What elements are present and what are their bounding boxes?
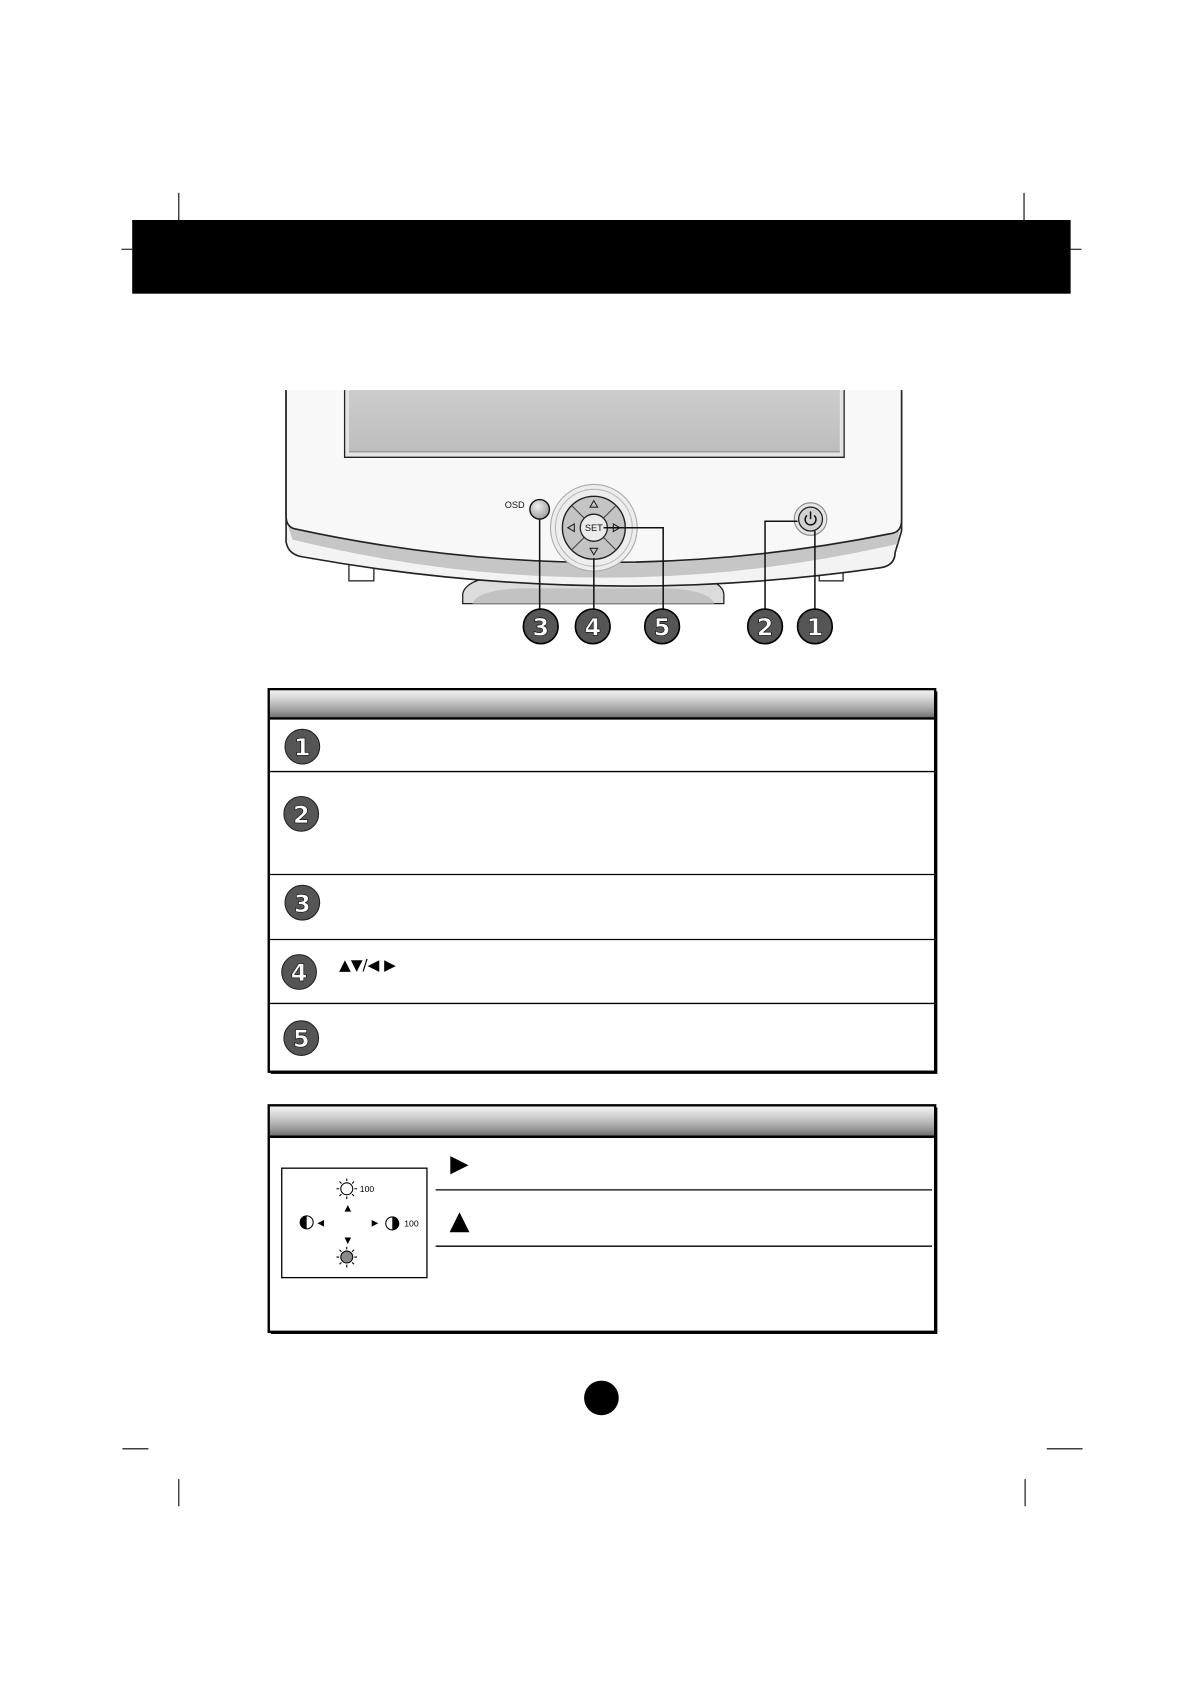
left-arrow: ◀ [317,1218,325,1229]
callout-badge [748,609,783,644]
row-number: 2 [292,800,310,829]
monitor-illustration [286,390,902,644]
table-header [270,1107,934,1136]
power-button [794,503,827,536]
right-arrow: ▶ [371,1218,379,1229]
contrast-icon [300,1216,313,1229]
table-header [270,690,934,717]
controls-table [269,689,938,1074]
up-arrow: ▲ [344,1203,352,1214]
row-number: 5 [292,1025,310,1054]
monitor-screen [349,390,840,452]
callout-number: 3 [532,613,550,642]
callout-number: 2 [756,613,774,642]
osd-diagram [282,1168,427,1277]
callout-badge [798,609,833,644]
osd-button [530,500,550,520]
table-row [284,1021,319,1056]
table-row [285,729,320,764]
row-number: 3 [294,889,311,918]
callout-number: 1 [806,613,824,642]
callout-number: 5 [653,613,671,642]
row-number: 4 [290,959,308,988]
title-bar [132,220,1070,294]
entry-symbol-up: ▲ [449,1205,470,1236]
brightness-value: 100 [359,1184,375,1195]
callout-badge [523,609,558,644]
direction-symbols: ▲▼/◀ ▶ [339,955,396,974]
callout-badge [645,609,680,644]
table-row [284,796,319,831]
callout-number: 4 [584,613,602,642]
contrast-icon [386,1217,399,1230]
page-number-badge [584,1381,619,1416]
row-number: 1 [294,733,311,762]
osd-table [269,1105,938,1334]
contrast-value: 100 [404,1218,419,1229]
callout-badge [575,609,610,644]
down-arrow: ▼ [344,1235,352,1246]
table-row [285,885,320,920]
osd-label: OSD [504,500,525,511]
entry-symbol-right: ▶ [450,1149,469,1178]
set-label: SET [584,522,603,533]
